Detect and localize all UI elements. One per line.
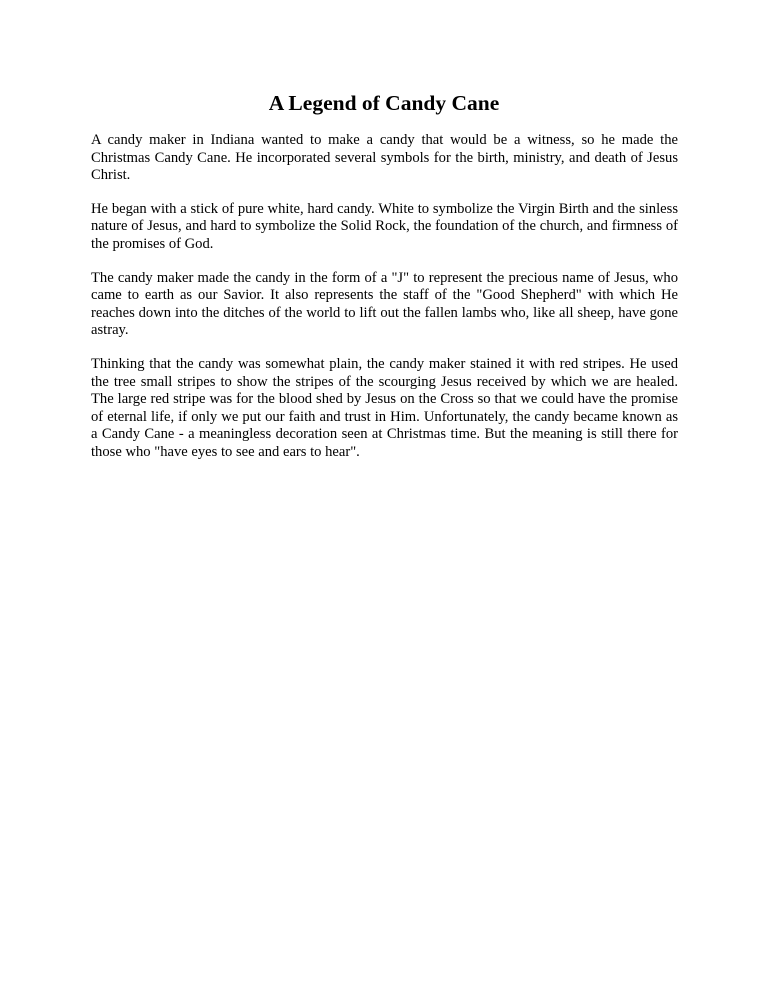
document-body [91,132,678,478]
document-title: A Legend of Candy Cane [268,91,500,115]
paragraph-3: The candy maker made the candy in the form of a "J" to represent the precious name of Jesus, who came to earth as our Savior. It also represents the staff of the "Good Shepherd" with which He reaches down into the ditches of the world to lift out the fallen lambs who, like all sheep, have gone astray. [91,269,678,339]
paragraph-2: He began with a stick of pure white, hard candy. White to symbolize the Virgin Birth and the sinless nature of Jesus, and hard to symbolize the Solid Rock, the foundation of the church, and firmness of the promises of God. [91,200,678,252]
paragraph-4: Thinking that the candy was somewhat plain, the candy maker stained it with red stripes. He used the tree small stripes to show the stripes of the scourging Jesus received by which we are healed. The large red stripe was for the blood shed by Jesus on the Cross so that we could have the promise of eternal life, if only we put our faith and trust in Him. Unfortunately, the candy became known as a Candy Cane - a meaningless decoration seen at Christmas time. But the meaning is still there for those who "have eyes to see and ears to hear". [91,355,678,460]
paragraph-1: A candy maker in Indiana wanted to make a candy that would be a witness, so he made the Christmas Candy Cane. He incorporated several symbols for the birth, ministry, and death of Jesus Christ. [91,132,678,184]
